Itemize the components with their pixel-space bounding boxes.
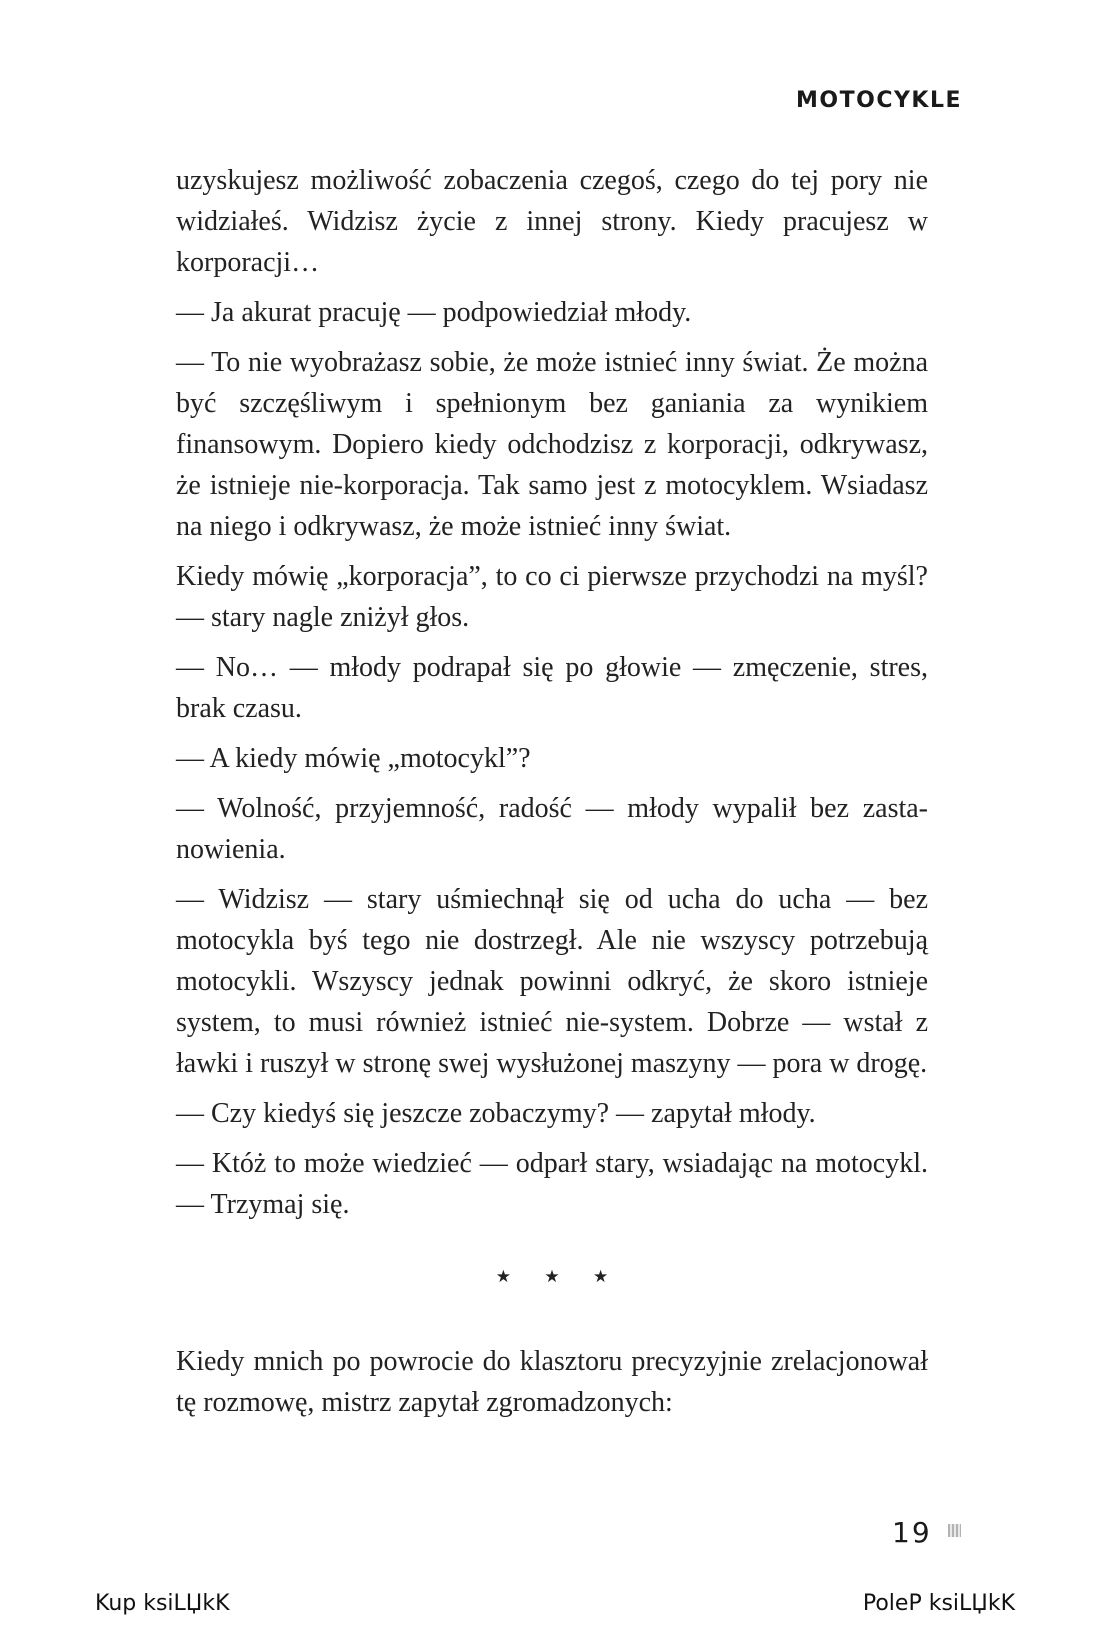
paragraph: Kiedy mówię „korporacja”, to co ci pierwsze przychodzi na myśl? — stary nagle zniżył głos.: [176, 561, 928, 633]
paragraph: — Widzisz — stary uśmiechnął się od ucha do ucha — bez motocykla byś tego nie dostrzegł. Ale nie wszyscy potrzebują motocykli. Wszyscy jednak powinni odkryć, że skoro istnieje system, to musi również istnieć nie-system. Dobrze — wstał z ławki i ruszył w stronę swej wysłużonej maszyny — pora w drogę.: [176, 884, 928, 1079]
paragraph: — Czy kiedyś się jeszcze zobaczymy? — zapytał młody.: [176, 1098, 816, 1129]
recommend-book-link[interactable]: PoleP ksiLЏkK: [862, 1591, 1015, 1616]
paragraph: — Ja akurat pracuję — podpowiedział młody.: [176, 297, 692, 328]
page-body-text: [176, 160, 928, 1432]
paragraph: — No… — młody podrapał się po głowie — zmęczenie, stres, brak czasu.: [176, 652, 928, 724]
paragraph: — Wolność, przyjemność, radość — młody wypalił bez zastanowienia.: [176, 793, 928, 865]
paragraph: — Któż to może wiedzieć — odparł stary, wsiadając na motocykl. — Trzymaj się.: [176, 1148, 928, 1220]
paragraph: — To nie wyobrażasz sobie, że może istnieć inny świat. Że można być szczęśliwym i spełnionym bez ganiania za wynikiem finansowym. Dopiero kiedy odchodzisz z korporacji, odkrywasz, że istnieje nie-korporacja. Tak samo jest z motocyklem. Wsiadasz na niego i odkrywasz, że może istnieć inny świat.: [176, 347, 928, 542]
paragraph: uzyskujesz możliwość zobaczenia czegoś, czego do tej pory nie widziałeś. Widzisz życie z innej strony. Kiedy pracujesz w korporacji…: [176, 165, 928, 278]
paragraph: — A kiedy mówię „motocykl”?: [176, 743, 531, 774]
scene-break-stars: ★ ★ ★: [495, 1267, 623, 1287]
buy-book-link[interactable]: Kup ksiLЏkK: [95, 1591, 230, 1616]
page-number: 19: [892, 1516, 932, 1549]
running-header-title: MOTOCYKLE: [796, 88, 962, 113]
qr-code-icon: [948, 1524, 961, 1537]
paragraph: Kiedy mnich po powrocie do klasztoru precyzyjnie zrelacjonował tę rozmowę, mistrz zapytał zgromadzonych:: [176, 1346, 928, 1418]
